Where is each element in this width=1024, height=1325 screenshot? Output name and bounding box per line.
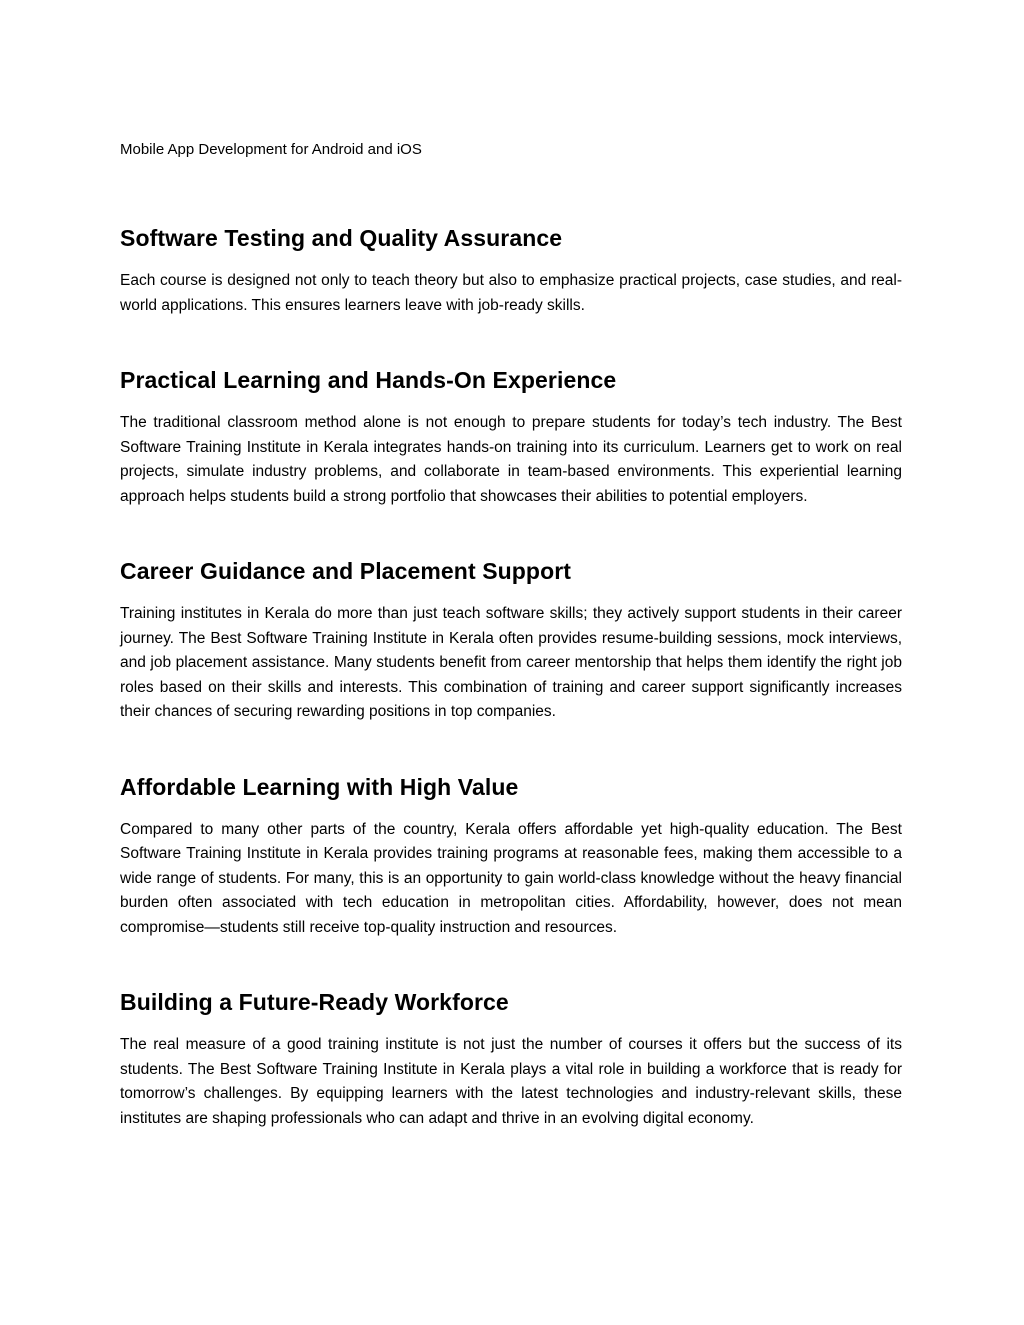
section-paragraph: The real measure of a good training institute is not just the number of courses it offers but the success of its students. The Best Software Training Institute in Kerala plays a vital role in building a workforce that is ready for tomorrow’s challenges. By equipping learners with the latest technologies and industry-relevant skills, these institutes are shaping professionals who can adapt and thrive in an evolving digital economy. xyxy=(120,1036,902,1127)
section-software-testing xyxy=(120,224,902,318)
section-heading: Affordable Learning with High Value xyxy=(120,773,519,800)
section-paragraph: Compared to many other parts of the country, Kerala offers affordable yet high-quality education. The Best Software Training Institute in Kerala provides training programs at reasonable fees, making them accessible to a wide range of students. For many, this is an opportunity to gain world-class knowledge without the heavy financial burden often associated with tech education in metropolitan cities. Affordability, however, does not mean compromise—students still receive top-quality instruction and resources. xyxy=(120,820,902,936)
document-header-line: Mobile App Development for Android and iOS xyxy=(120,141,422,158)
section-paragraph: Each course is designed not only to teach theory but also to emphasize practical projects, case studies, and real-world applications. This ensures learners leave with job-ready skills. xyxy=(120,272,902,314)
section-heading: Building a Future-Ready Workforce xyxy=(120,989,509,1015)
section-heading: Software Testing and Quality Assurance xyxy=(120,225,563,251)
section-future-ready-workforce xyxy=(120,988,902,1131)
section-paragraph: Training institutes in Kerala do more than just teach software skills; they actively support students in their career journey. The Best Software Training Institute in Kerala often provides resume-building sessions, mock interviews, and job placement assistance. Many students benefit from career mentorship that helps them identify the right job roles based on their skills and interests. This combination of training and career support significantly increases their chances of securing rewarding positions in top companies. xyxy=(120,605,902,720)
section-affordable-learning xyxy=(120,773,902,941)
section-heading: Practical Learning and Hands-On Experience xyxy=(120,367,617,393)
section-career-guidance xyxy=(120,557,902,725)
section-heading: Career Guidance and Placement Support xyxy=(120,558,572,584)
section-paragraph: The traditional classroom method alone is not enough to prepare students for today’s tech industry. The Best Software Training Institute in Kerala integrates hands-on training into its curriculum. Learners get to work on real projects, simulate industry problems, and collaborate in team-based environments. This experiential learning approach helps students build a strong portfolio that showcases their abilities to potential employers. xyxy=(120,414,902,505)
section-practical-learning xyxy=(120,366,902,509)
